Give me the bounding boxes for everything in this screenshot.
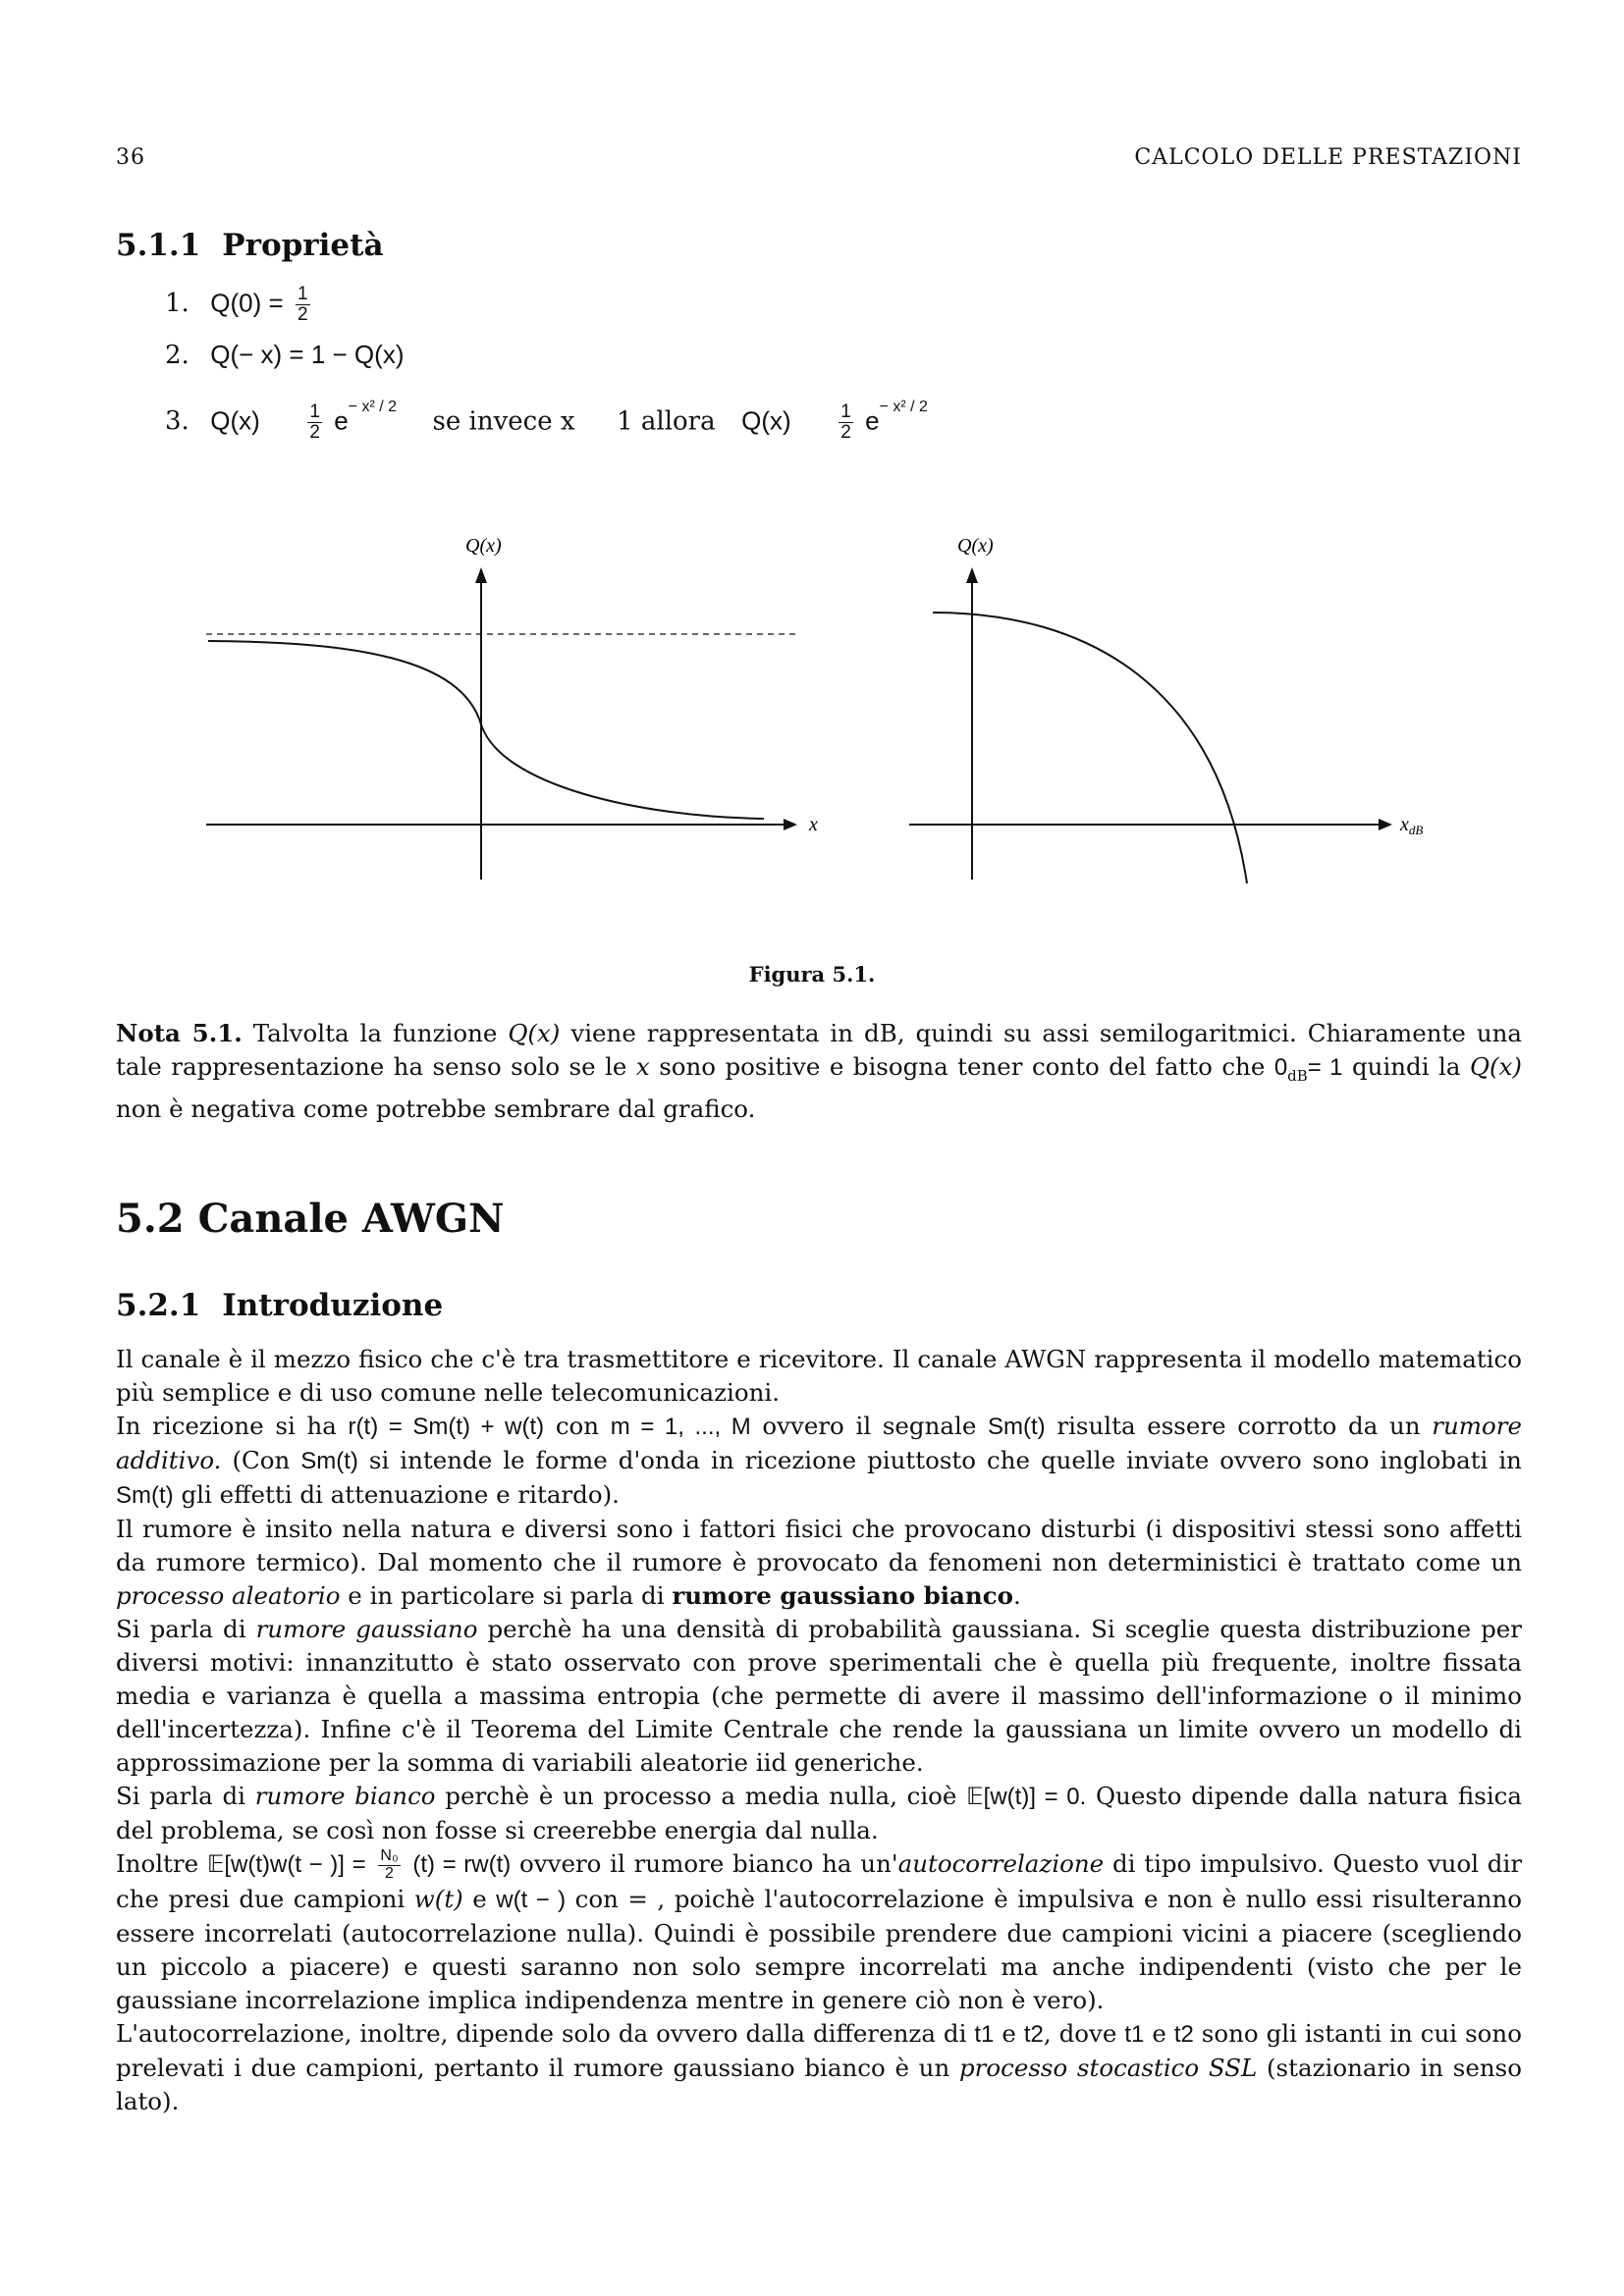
right-x-arrow [1379, 819, 1392, 830]
exponent: − x² / 2 [879, 399, 928, 416]
fraction: $\frac{1}{2}$ [309, 401, 320, 443]
note-paragraph: Nota 5.1. Talvolta la funzione Q(x) viene rappresentata in dB, quindi su assi semilogaritmici. Chiaramente una tale rappresentazione ha senso solo se le x sono positive e bisogna tener conto del fatto che $0_{dB}= 1$ quindi la Q(x) non è negativa come potrebbe sembrare dal grafico. [116, 1019, 1522, 1123]
intro-body [116, 1343, 1522, 2118]
exponent: − x² / 2 [348, 399, 398, 416]
figure-caption: Figura 5.1. [748, 962, 876, 987]
right-x-label: $x_{dB}$ [1400, 814, 1424, 837]
note-label: Nota 5.1. [116, 1019, 243, 1047]
running-title: CALCOLO DELLE PRESTAZIONI [1134, 145, 1522, 170]
intro-paragraph-2: In ricezione si ha r(t) = Sm(t) + w(t) con m = 1, ..., M ovvero il segnale Sm(t) risulta essere corrotto da un rumore additivo. (Con Sm(t) si intende le forme d'onda in ricezione piuttosto che quelle inviate ovvero sono inglobati in Sm(t) gli effetti di attenuazione e ritardo). [116, 1412, 1522, 1509]
left-curve [208, 641, 764, 819]
left-y-arrow [475, 567, 487, 583]
right-y-arrow [966, 567, 978, 583]
property-item-1: 1. Q(0) = $\frac{1}{2}$ [165, 284, 308, 325]
figure-q-function [0, 0, 1624, 942]
section-heading-awgn: 5.2 Canale AWGN [116, 1196, 505, 1242]
intro-paragraph-6: Inoltre 𝔼[w(t)w(t − )] = $\frac{\text{N₀}}{2}$ (t) = rw(t) ovvero il rumore bianco ha un'autocorrelazione di tipo impulsivo. Questo vuol dir che presi due campioni w(t) e w(t − ) con = , poichè l'autocorrelazione è impulsiva e non è nullo essi risulteranno essere incorrelati (autocorrelazione nulla). Quindi è possibile prendere due campioni vicini a piacere (scegliendo un piccolo a piacere) e questi saranno non solo sempre incorrelati ma anche indipendenti (visto che per le gaussiane incorrelazione implica indipendenza mentre in genere ciò non è vero). [116, 1847, 1523, 2014]
fraction: $\frac{1}{2}$ [297, 284, 308, 325]
section-number: 5.1.1 [116, 228, 201, 263]
intro-paragraph-4: Si parla di rumore gaussiano perchè ha una densità di probabilità gaussiana. Si sceglie questa distribuzione per diversi motivi: innanzitutto è stato osservato con prove sperimentali che è quella più frequente, inoltre fissata media e varianza è quella a massima entropia (che permette di avere il massimo dell'informazione o il minimo dell'incertezza). Infine c'è il Teorema del Limite Centrale che rende la gaussiana un limite ovvero un modello di approssimazione per la somma di variabili aleatorie iid generiche. [116, 1615, 1522, 1777]
property-item-2: 2. Q(− x) = 1 − Q(x) [165, 340, 405, 370]
section-title: Proprietà [222, 228, 384, 263]
right-curve [933, 613, 1247, 883]
left-x-label: x [809, 814, 818, 835]
left-y-label: Q(x) [465, 535, 502, 557]
fraction: $\frac{1}{2}$ [840, 401, 851, 443]
page-number: 36 [116, 145, 145, 170]
intro-paragraph-1: Il canale è il mezzo fisico che c'è tra trasmettitore e ricevitore. Il canale AWGN rappresenta il modello matematico più semplice e di uso comune nelle telecomunicazioni. [116, 1345, 1522, 1407]
intro-paragraph-5: Si parla di rumore bianco perchè è un processo a media nulla, cioè 𝔼[w(t)] = 0. Questo dipende dalla natura fisica del problema, se così non fosse si creerebbe energia dal nulla. [116, 1782, 1522, 1844]
property-item-3: 3. Q(x) $\frac{1}{2}$ $e^{- x^2 / 2}$ se invece x 1 allora Q(x) $\frac{1}{2}$ $e^{- x^2 / 2}$ [165, 399, 928, 443]
intro-paragraph-7: L'autocorrelazione, inoltre, dipende solo da ovvero dalla differenza di t1 e t2, dove t1 e t2 sono gli istanti in cui sono prelevati i due campioni, pertanto il rumore gaussiano bianco è un processo stocastico SSL (stazionario in senso lato). [116, 2018, 1522, 2115]
right-y-label: Q(x) [957, 535, 994, 557]
left-x-arrow [784, 819, 797, 830]
right-plot [909, 535, 1423, 883]
intro-paragraph-3: Il rumore è insito nella natura e diversi sono i fattori fisici che provocano disturbi (i dispositivi stessi sono affetti da rumore termico). Dal momento che il rumore è provocato da fenomeni non deterministici è trattato come un processo aleatorio e in particolare si parla di rumore gaussiano bianco. [116, 1515, 1522, 1610]
left-plot [206, 535, 818, 880]
section-heading-intro: 5.2.1 Introduzione [116, 1288, 444, 1323]
